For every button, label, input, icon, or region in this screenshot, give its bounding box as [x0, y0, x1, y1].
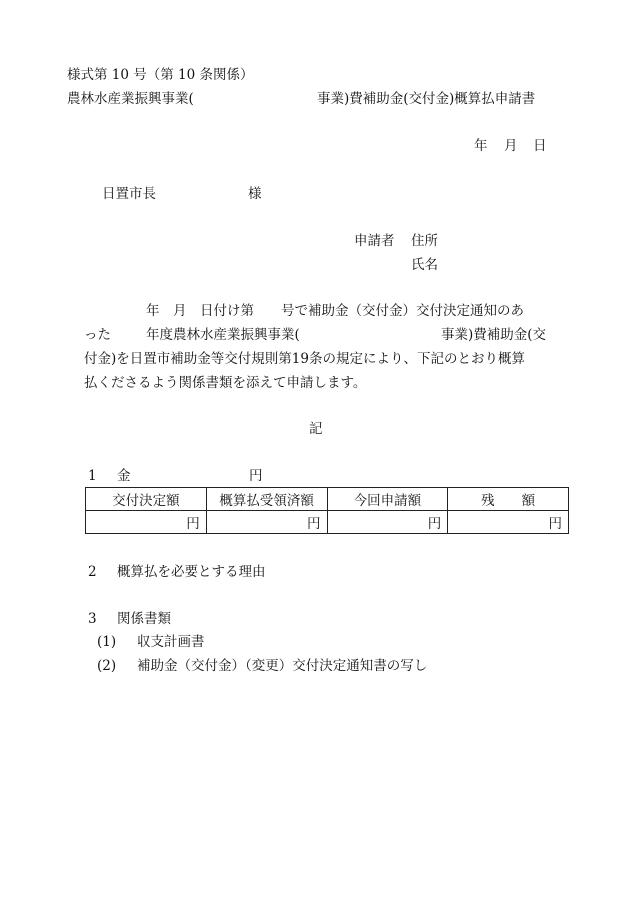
header-cell-current-request: 今回申請額: [327, 488, 448, 511]
body-line-2c: 事業)費補助金(交: [441, 327, 547, 343]
header-cell-remaining: 残 額: [448, 488, 569, 511]
applicant-label: 申請者: [354, 233, 395, 249]
section2-number: 2: [88, 564, 97, 580]
header-cell-received-amount: 概算払受領済額: [206, 488, 327, 511]
section3-item-text: 補助金（交付金）（変更）交付決定通知書の写し: [137, 658, 428, 674]
body-line-2b: 年度農林水産業振興事業(: [146, 327, 300, 343]
body-line-2a: った: [84, 327, 111, 343]
body-line-3: 付金)を日置市補助金等交付規則第19条の規定により、下記のとおり概算: [84, 351, 525, 367]
amount-table-header-row: [86, 488, 569, 511]
addressee-honorific: 様: [248, 186, 262, 202]
date-month-label: 月: [504, 138, 518, 154]
section1-label: 金: [117, 468, 131, 484]
section3-item-number: (2): [97, 658, 117, 674]
value-cell-decision-amount: 円: [86, 511, 207, 534]
ki-heading: 記: [309, 421, 323, 437]
value-cell-received-amount: 円: [206, 511, 327, 534]
header-cell-decision-amount: 交付決定額: [86, 488, 207, 511]
amount-table: [85, 487, 569, 534]
amount-table-value-row: [86, 511, 569, 534]
form-number: 様式第 10 号（第 10 条関係）: [67, 67, 254, 83]
form-title-suffix: 事業)費補助金(交付金)概算払申請書: [317, 91, 536, 107]
section2-label: 概算払を必要とする理由: [117, 564, 266, 580]
section3-item-text: 収支計画書: [137, 634, 205, 650]
applicant-address-label: 住所: [411, 233, 438, 249]
value-cell-current-request: 円: [327, 511, 448, 534]
date-day-label: 日: [533, 138, 547, 154]
value-cell-remaining: 円: [448, 511, 569, 534]
section1-number: 1: [88, 468, 97, 484]
form-title-prefix: 農林水産業振興事業(: [67, 91, 194, 107]
section3-label: 関係書類: [117, 611, 171, 627]
body-line-4: 払くださるよう関係書類を添えて申請します。: [84, 375, 367, 391]
addressee-name: 日置市長: [102, 186, 156, 202]
body-line-1: 年 月 日付け第 号で補助金（交付金）交付決定通知のあ: [146, 303, 524, 319]
date-year-label: 年: [474, 138, 488, 154]
section3-item-number: (1): [97, 634, 117, 650]
section1-unit: 円: [249, 468, 263, 484]
section3-number: 3: [88, 611, 97, 627]
applicant-name-label: 氏名: [411, 257, 438, 273]
